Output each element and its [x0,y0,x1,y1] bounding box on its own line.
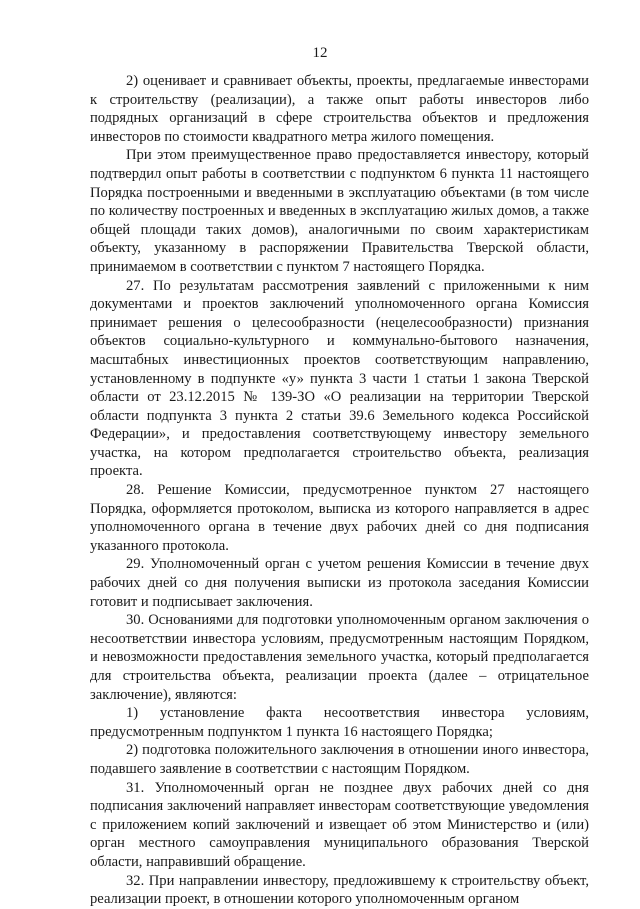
paragraph-clause-32: 32. При направлении инвестору, предложившему к строительству объект, реализации проект, в отношении которого уполномоченным органом [90,872,589,908]
paragraph-clause-29: 29. Уполномоченный орган с учетом решения Комиссии в течение двух рабочих дней со дня получения выписки из протокола заседания Комиссии готовит и подписывает заключения. [90,556,589,610]
paragraph-clause-30: 30. Основаниями для подготовки уполномоченным органом заключения о несоответствии инвестора условиям, предусмотренным настоящим Порядком, и невозможности предоставления земельного участка, который предполагается для строительства объекта, реализации проекта (далее – отрицательное заключение), являются: [90,612,589,703]
paragraph-clause-30-2: 2) подготовка положительного заключения в отношении иного инвестора, подавшего заявление в соответствии с настоящим Порядком. [90,742,589,777]
paragraph-clause-27: 27. По результатам рассмотрения заявлений с приложенными к ним документами и проектов заключений уполномоченного органа Комиссия принимает решения о целесообразности (нецелесообразности) признания объектов социально-культурного и коммунально-бытового назначения, масштабных инвестиционных проектов соответствующим направлению, установленному в подпункте «у» пункта 3 части 1 статьи 1 закона Тверской области от 23.12.2015 № 139-ЗО «О реализации на территории Тверской области подпункта 3 пункта 2 статьи 39.6 Земельного кодекса Российской Федерации», и предоставления соответствующему инвестору земельного участка, на котором предполагается строительство объекта, реализация проекта. [90,277,589,480]
paragraph-clause-28: 28. Решение Комиссии, предусмотренное пунктом 27 настоящего Порядка, оформляется протоколом, выписка из которого направляется в адрес уполномоченного органа в течение двух рабочих дней со дня подписания указанного протокола. [90,482,589,554]
document-body [90,72,589,909]
page-number: 12 [312,45,328,61]
paragraph-clause-26-2: 2) оценивает и сравнивает объекты, проекты, предлагаемые инвесторами к строительству (реализации), а также опыт работы инвесторов либо подрядных организаций в сфере строительства объектов и предложения инвесторов по стоимости квадратного метра жилого помещения. [90,73,589,145]
paragraph-clause-31: 31. Уполномоченный орган не позднее двух рабочих дней со дня подписания заключений направляет инвесторам соответствующие уведомления с приложением копий заключений и извещает об этом Министерство и (или) орган местного самоуправления муниципального образования Тверской области, направивший обращение. [90,779,589,870]
paragraph-priority-right: При этом преимущественное право предоставляется инвестору, который подтвердил опыт работы в соответствии с подпунктом 6 пункта 11 настоящего Порядка построенными и введенными в эксплуатацию объектами (в том числе по количеству построенных и введенных в эксплуатацию жилых домов, а также общей площади таких домов), аналогичными по своим характеристикам объекту, указанному в распоряжении Правительства Тверской области, принимаемом в соответствии с пунктом 7 настоящего Порядка. [90,147,589,275]
paragraph-clause-30-1: 1) установление факта несоответствия инвестора условиям, предусмотренным подпунктом 1 пункта 16 настоящего Порядка; [90,705,589,740]
